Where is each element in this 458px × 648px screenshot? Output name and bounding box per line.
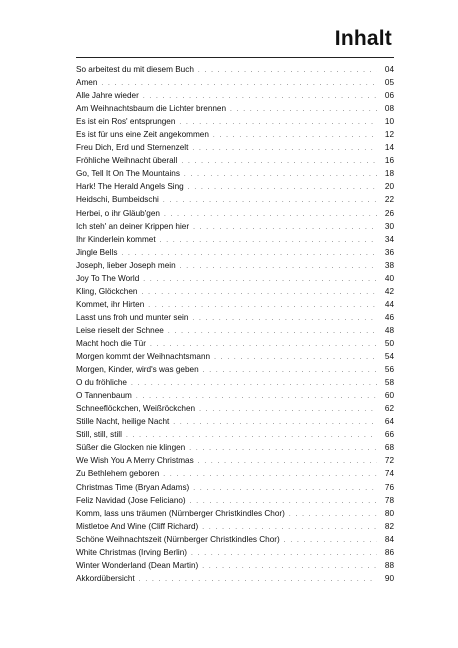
toc-entry-title: Heidschi, Bumbeidschi	[76, 195, 159, 205]
toc-entry-title: Go, Tell It On The Mountains	[76, 169, 180, 179]
toc-entry	[76, 376, 394, 389]
toc-entry	[76, 467, 394, 480]
toc-entry-page-number: 56	[384, 365, 394, 375]
toc-entry	[76, 167, 394, 180]
dot-leader	[230, 103, 377, 116]
toc-entry-title: Schneeflöckchen, Weißröckchen	[76, 404, 196, 414]
toc-entry-title: Komm, lass uns träumen (Nürnberger Christkindles Chor)	[76, 508, 285, 518]
toc-entry-page-number: 20	[384, 182, 394, 192]
dot-leader	[131, 377, 377, 390]
toc-entry-page-number: 06	[384, 91, 394, 101]
dot-leader	[193, 482, 377, 495]
toc-entry	[76, 220, 394, 233]
toc-entry	[76, 63, 394, 76]
toc-entry	[76, 207, 394, 220]
toc-entry	[76, 115, 394, 128]
toc-entry-page-number: 72	[384, 456, 394, 466]
dot-leader	[160, 234, 377, 247]
dot-leader	[213, 129, 377, 142]
toc-entry-page-number: 40	[384, 273, 394, 283]
toc-entry-title: Leise rieselt der Schnee	[76, 325, 164, 335]
dot-leader	[192, 142, 377, 155]
toc-entry-title: Freu Dich, Erd und Sternenzelt	[76, 143, 189, 153]
dot-leader	[193, 221, 377, 234]
dot-leader	[184, 168, 377, 181]
toc-entry-page-number: 36	[384, 247, 394, 257]
toc-entry-title: Christmas Time (Bryan Adams)	[76, 482, 190, 492]
toc-entry	[76, 546, 394, 559]
page-title: Inhalt	[334, 27, 392, 50]
toc-entry-page-number: 14	[384, 143, 394, 153]
toc-entry	[76, 324, 394, 337]
toc-entry-page-number: 50	[384, 338, 394, 348]
title-divider	[76, 57, 394, 58]
toc-entry	[76, 363, 394, 376]
dot-leader	[202, 560, 377, 573]
toc-entry-title: Ich steh' an deiner Krippen hier	[76, 221, 190, 231]
toc-entry-page-number: 88	[384, 560, 394, 570]
toc-entry-title: Hark! The Herald Angels Sing	[76, 182, 184, 192]
toc-entry-title: Jingle Bells	[76, 247, 118, 257]
toc-entry-title: Joseph, lieber Joseph mein	[76, 260, 176, 270]
toc-entry-page-number: 46	[384, 312, 394, 322]
dot-leader	[139, 573, 377, 586]
toc-entry-title: Es ist ein Ros' entsprungen	[76, 117, 176, 127]
toc-entry	[76, 402, 394, 415]
dot-leader	[203, 364, 377, 377]
dot-leader	[168, 325, 377, 338]
toc-entry-page-number: 26	[384, 208, 394, 218]
dot-leader	[173, 416, 377, 429]
toc-entry	[76, 180, 394, 193]
toc-entry-page-number: 64	[384, 417, 394, 427]
toc-entry-title: Stille Nacht, heilige Nacht	[76, 417, 170, 427]
toc-entry-title: Mistletoe And Wine (Cliff Richard)	[76, 521, 199, 531]
toc-entry	[76, 507, 394, 520]
toc-entry-page-number: 90	[384, 573, 394, 583]
toc-entry-page-number: 62	[384, 404, 394, 414]
toc-entry-page-number: 66	[384, 430, 394, 440]
toc-entry-title: Feliz Navidad (Jose Feliciano)	[76, 495, 186, 505]
toc-entry	[76, 494, 394, 507]
dot-leader	[163, 468, 377, 481]
toc-entry	[76, 311, 394, 324]
dot-leader	[141, 286, 377, 299]
toc-entry-title: Süßer die Glocken nie klingen	[76, 443, 186, 453]
toc-entry-page-number: 42	[384, 286, 394, 296]
dot-leader	[192, 312, 377, 325]
toc-entry-title: Macht hoch die Tür	[76, 338, 146, 348]
toc-entry	[76, 89, 394, 102]
table-of-contents	[76, 63, 394, 585]
dot-leader	[284, 534, 377, 547]
toc-entry-page-number: 12	[384, 130, 394, 140]
toc-entry-title: Winter Wonderland (Dean Martin)	[76, 560, 199, 570]
toc-entry	[76, 154, 394, 167]
toc-entry-title: Joy To The World	[76, 273, 140, 283]
toc-entry-page-number: 22	[384, 195, 394, 205]
toc-entry-page-number: 30	[384, 221, 394, 231]
toc-entry-title: Zu Bethlehem geboren	[76, 469, 160, 479]
dot-leader	[289, 508, 377, 521]
toc-entry-page-number: 82	[384, 521, 394, 531]
toc-entry-title: Alle Jahre wieder	[76, 91, 139, 101]
toc-entry-page-number: 38	[384, 260, 394, 270]
toc-entry	[76, 572, 394, 585]
toc-entry-page-number: 80	[384, 508, 394, 518]
dot-leader	[181, 155, 377, 168]
toc-entry	[76, 76, 394, 89]
toc-entry-page-number: 48	[384, 325, 394, 335]
dot-leader	[214, 351, 377, 364]
toc-entry-page-number: 86	[384, 547, 394, 557]
toc-entry-title: Schöne Weihnachtszeit (Nürnberger Christkindles Chor)	[76, 534, 280, 544]
toc-entry-title: Morgen, Kinder, wird's was geben	[76, 365, 199, 375]
toc-entry-page-number: 78	[384, 495, 394, 505]
toc-entry-page-number: 10	[384, 117, 394, 127]
toc-entry-title: Akkordübersicht	[76, 573, 135, 583]
dot-leader	[199, 403, 377, 416]
toc-entry-title: Amen	[76, 78, 98, 88]
toc-entry	[76, 141, 394, 154]
toc-entry-title: Still, still, still	[76, 430, 122, 440]
toc-entry-page-number: 76	[384, 482, 394, 492]
toc-entry-title: Fröhliche Weihnacht überall	[76, 156, 178, 166]
toc-entry	[76, 128, 394, 141]
dot-leader	[188, 181, 377, 194]
dot-leader	[143, 273, 377, 286]
toc-entry	[76, 285, 394, 298]
toc-entry	[76, 428, 394, 441]
toc-entry	[76, 454, 394, 467]
toc-entry	[76, 481, 394, 494]
toc-entry-title: Kommet, ihr Hirten	[76, 299, 145, 309]
toc-entry-page-number: 16	[384, 156, 394, 166]
toc-entry	[76, 193, 394, 206]
toc-entry	[76, 520, 394, 533]
toc-entry-page-number: 18	[384, 169, 394, 179]
toc-entry-page-number: 44	[384, 299, 394, 309]
toc-entry-title: Herbei, o ihr Gläub'gen	[76, 208, 160, 218]
toc-entry-title: Am Weihnachtsbaum die Lichter brennen	[76, 104, 227, 114]
toc-entry	[76, 102, 394, 115]
dot-leader	[163, 194, 377, 207]
toc-entry	[76, 233, 394, 246]
toc-entry-page-number: 34	[384, 234, 394, 244]
toc-entry-title: So arbeitest du mit diesem Buch	[76, 65, 194, 74]
toc-entry-page-number: 68	[384, 443, 394, 453]
toc-entry-page-number: 54	[384, 352, 394, 362]
toc-entry	[76, 259, 394, 272]
toc-entry-page-number: 08	[384, 104, 394, 114]
dot-leader	[198, 455, 377, 468]
dot-leader	[191, 547, 377, 560]
toc-entry	[76, 337, 394, 350]
toc-entry	[76, 441, 394, 454]
toc-entry-title: Morgen kommt der Weihnachtsmann	[76, 352, 211, 362]
toc-entry-title: O Tannenbaum	[76, 391, 132, 401]
toc-entry	[76, 350, 394, 363]
toc-entry-page-number: 05	[384, 78, 394, 88]
toc-entry-page-number: 84	[384, 534, 394, 544]
dot-leader	[189, 442, 377, 455]
toc-entry	[76, 298, 394, 311]
dot-leader	[180, 260, 377, 273]
toc-entry-title: White Christmas (Irving Berlin)	[76, 547, 188, 557]
toc-entry	[76, 272, 394, 285]
toc-entry-page-number: 74	[384, 469, 394, 479]
toc-entry-title: Kling, Glöckchen	[76, 286, 138, 296]
toc-entry	[76, 246, 394, 259]
toc-entry-page-number: 04	[384, 65, 394, 74]
toc-entry	[76, 389, 394, 402]
toc-entry-title: Lasst uns froh und munter sein	[76, 312, 189, 322]
toc-entry-page-number: 60	[384, 391, 394, 401]
toc-entry-title: Ihr Kinderlein kommet	[76, 234, 156, 244]
toc-entry-title: Es ist für uns eine Zeit angekommen	[76, 130, 209, 140]
dot-leader	[164, 208, 377, 221]
toc-entry-title: O du fröhliche	[76, 378, 127, 388]
toc-entry	[76, 559, 394, 572]
toc-entry	[76, 533, 394, 546]
toc-entry-page-number: 58	[384, 378, 394, 388]
dot-leader	[198, 64, 377, 77]
toc-entry-title: We Wish You A Merry Christmas	[76, 456, 194, 466]
toc-entry	[76, 415, 394, 428]
